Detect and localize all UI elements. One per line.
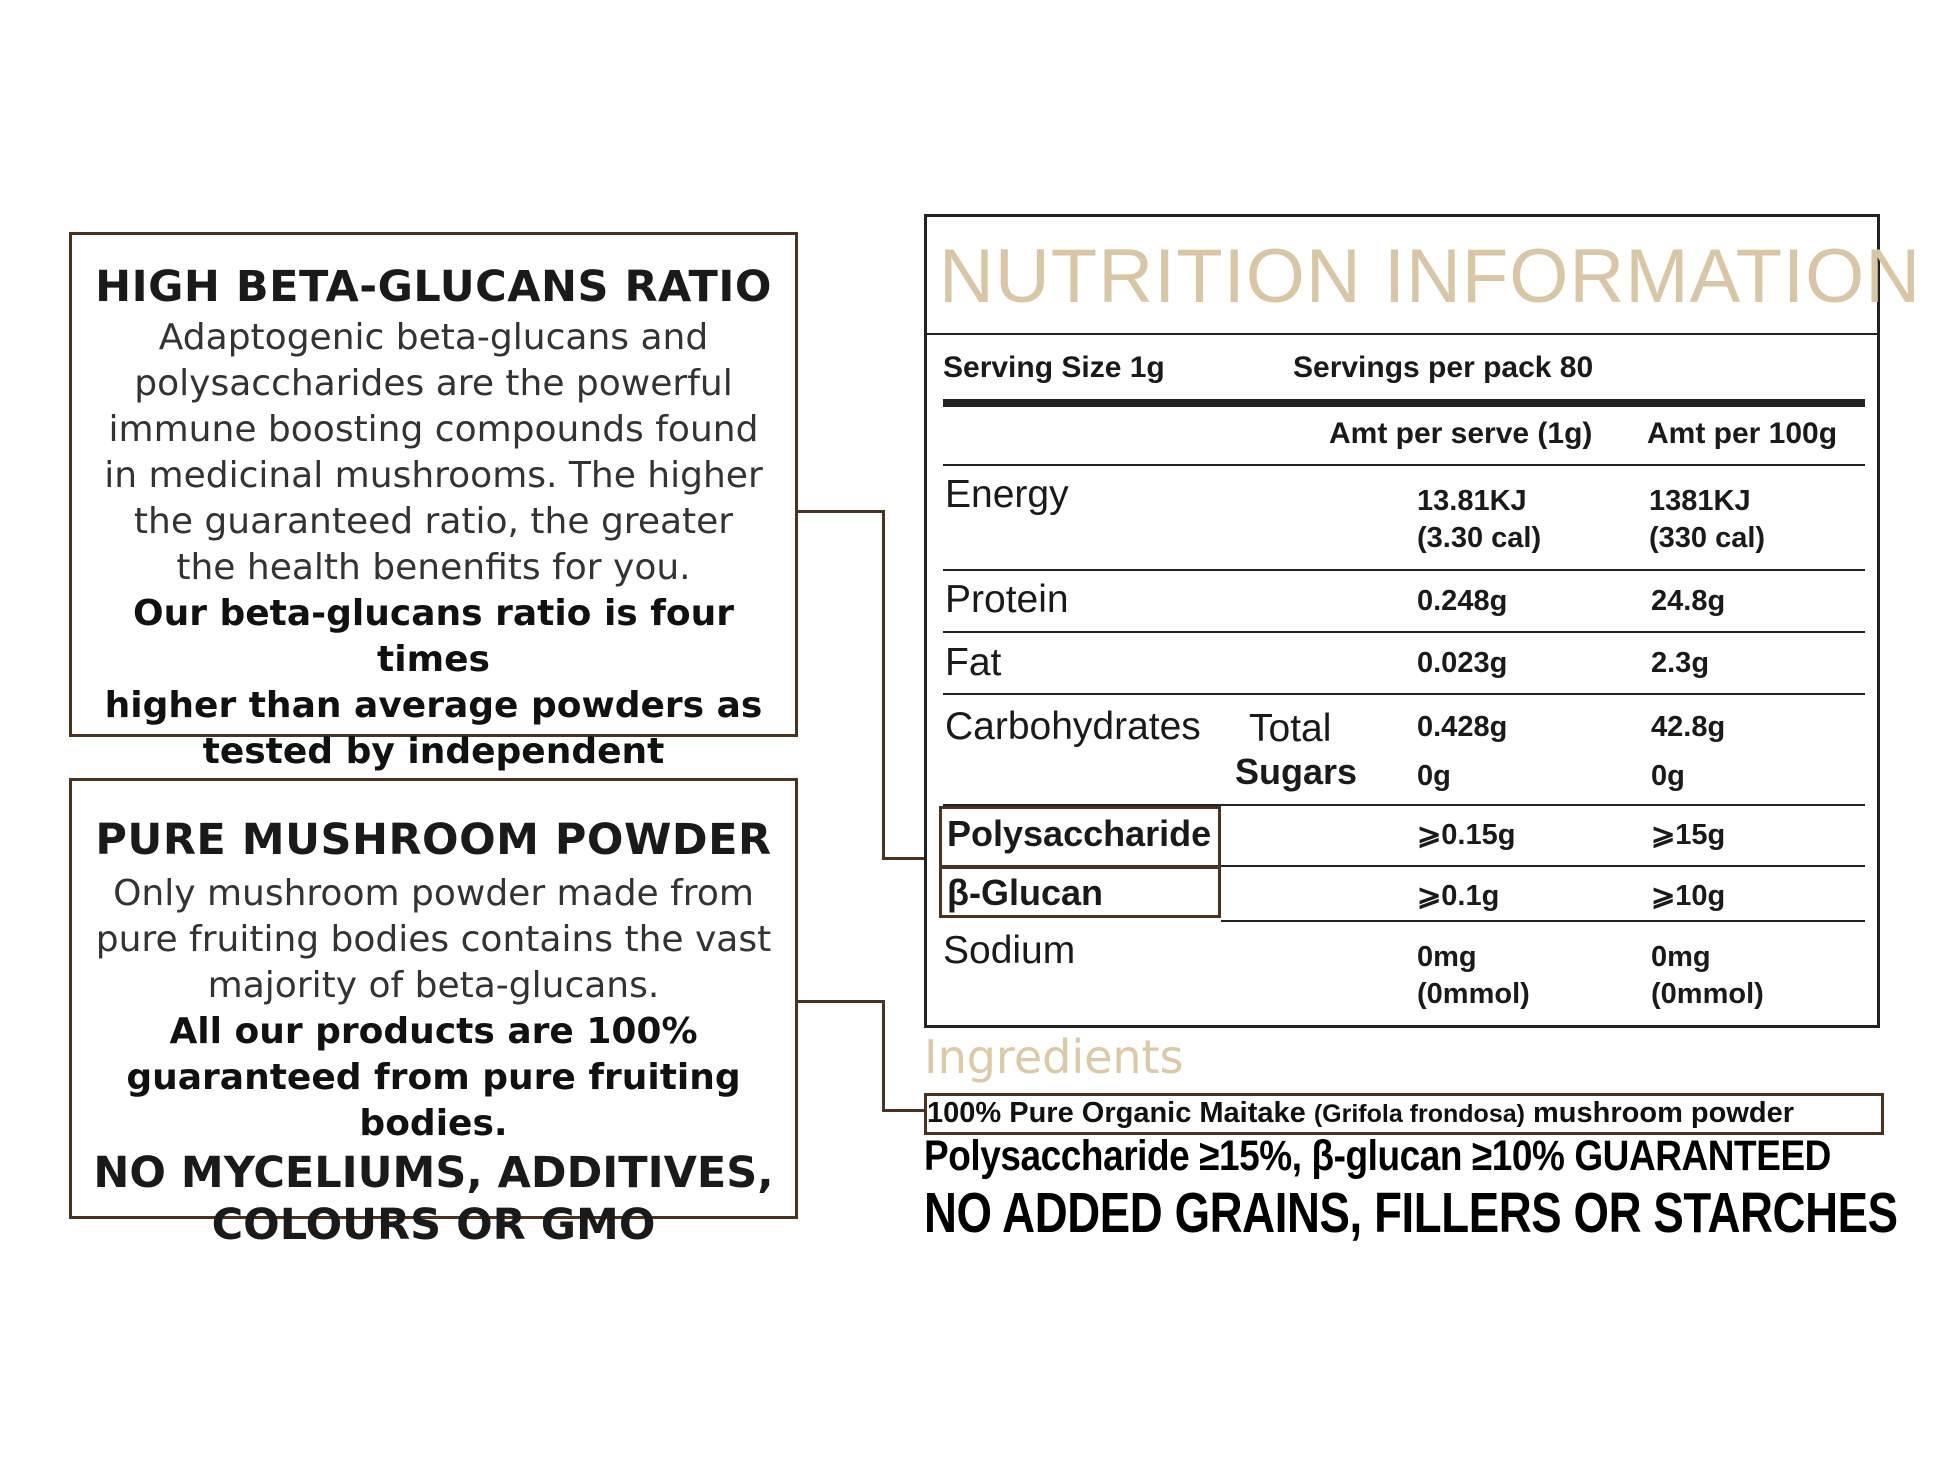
row-divider <box>943 693 1865 695</box>
column-header-100g: Amt per 100g <box>1647 417 1838 450</box>
callout-big-line: NO MYCELIUMS, ADDITIVES, <box>93 1148 774 1198</box>
protein-100g: 24.8g <box>1651 585 1726 617</box>
ingredients-title: Ingredients <box>924 1030 1184 1084</box>
callout-title: HIGH BETA-GLUCANS RATIO <box>95 262 772 312</box>
callout-text-line: polysaccharides are the powerful <box>134 363 733 404</box>
connector-line <box>882 1000 885 1112</box>
polysaccharide-100g: ⩾15g <box>1651 819 1726 851</box>
callout-emphasis-line: All our products are 100% <box>169 1011 698 1052</box>
serving-size: Serving Size 1g <box>943 351 1165 384</box>
nutrient-label-beta-glucan: β-Glucan <box>947 872 1103 913</box>
nutrient-label-polysaccharide: Polysaccharide <box>947 813 1212 854</box>
carbs-total-100g: 42.8g <box>1651 711 1726 743</box>
row-divider <box>1221 865 1865 867</box>
row-divider <box>943 569 1865 571</box>
callout-text-line: pure fruiting bodies contains the vast <box>95 919 772 960</box>
nutrient-label-sodium: Sodium <box>943 929 1076 972</box>
connector-line <box>798 1000 884 1003</box>
column-header-serve: Amt per serve (1g) <box>1329 417 1593 450</box>
ingredients-line <box>924 1093 1884 1135</box>
callout-text-line: the health benenfits for you. <box>176 547 691 588</box>
carbs-sugars-serve: 0g <box>1417 760 1451 792</box>
glucan-serve: ⩾0.1g <box>1417 880 1500 912</box>
callout-text-line: the guaranteed ratio, the greater <box>133 501 734 542</box>
no-fillers-statement: NO ADDED GRAINS, FILLERS OR STARCHES <box>924 1181 1898 1245</box>
fat-100g: 2.3g <box>1651 647 1710 679</box>
nutrition-title: NUTRITION INFORMATION <box>939 234 1922 319</box>
nutrition-panel <box>924 214 1922 1028</box>
callout-text-line: majority of beta-glucans. <box>207 965 660 1006</box>
thick-divider <box>943 399 1865 407</box>
callout-high-beta-glucans <box>69 232 798 772</box>
divider <box>927 333 1877 335</box>
ingredients-text: 100% Pure Organic Maitake <box>927 1097 1314 1129</box>
callout-emphasis-line: Our beta-glucans ratio is four times <box>132 593 735 680</box>
connector-line <box>798 510 884 513</box>
callout-text-line: in medicinal mushrooms. The higher <box>104 455 763 496</box>
energy-serve-kj: 13.81KJ <box>1417 485 1527 517</box>
callout-emphasis-line: guaranteed from pure fruiting bodies. <box>126 1057 741 1144</box>
row-divider <box>943 464 1865 466</box>
callout-big-line: COLOURS OR GMO <box>211 1200 656 1250</box>
protein-serve: 0.248g <box>1417 585 1508 617</box>
callout-emphasis-line: tested by independent <box>202 731 665 772</box>
callout-emphasis-line: higher than average powders as <box>104 685 763 726</box>
sodium-100g-mg: 0mg <box>1651 941 1711 973</box>
energy-100g-kj: 1381KJ <box>1649 485 1751 517</box>
nutrient-label-protein: Protein <box>945 578 1069 621</box>
callout-text-line: Only mushroom powder made from <box>113 873 754 914</box>
polysaccharide-serve: ⩾0.15g <box>1417 819 1516 851</box>
ingredients-species: (Grifola frondosa) <box>1313 1100 1525 1128</box>
row-divider <box>943 631 1865 633</box>
carbs-sub-sugars: Sugars <box>1235 751 1358 792</box>
callout-text-line: Adaptogenic beta-glucans and <box>158 317 709 358</box>
servings-per-pack: Servings per pack 80 <box>1293 351 1594 384</box>
energy-serve-cal: (3.30 cal) <box>1417 522 1542 554</box>
carbs-total-serve: 0.428g <box>1417 711 1508 743</box>
guarantee-statement: Polysaccharide ≥15%, β-glucan ≥10% GUARANTEED <box>924 1132 1831 1180</box>
nutrient-label-carbohydrates: Carbohydrates <box>945 705 1201 748</box>
connector-line <box>882 510 885 860</box>
row-divider <box>1221 920 1865 922</box>
fat-serve: 0.023g <box>1417 647 1508 679</box>
sodium-serve-mg: 0mg <box>1417 941 1477 973</box>
nutrient-label-fat: Fat <box>945 641 1002 684</box>
glucan-100g: ⩾10g <box>1651 880 1726 912</box>
ingredients-text: mushroom powder <box>1524 1097 1795 1129</box>
callout-text-line: immune boosting compounds found <box>108 409 759 450</box>
sodium-100g-mmol: (0mmol) <box>1651 978 1764 1010</box>
sodium-serve-mmol: (0mmol) <box>1417 978 1530 1010</box>
callout-pure-mushroom-powder <box>69 778 798 1250</box>
carbs-sugars-100g: 0g <box>1651 760 1685 792</box>
callout-title: PURE MUSHROOM POWDER <box>95 815 772 865</box>
energy-100g-cal: (330 cal) <box>1649 522 1766 554</box>
connector-line <box>882 1109 926 1112</box>
nutrient-label-energy: Energy <box>945 473 1069 516</box>
carbs-sub-total: Total <box>1249 707 1332 750</box>
